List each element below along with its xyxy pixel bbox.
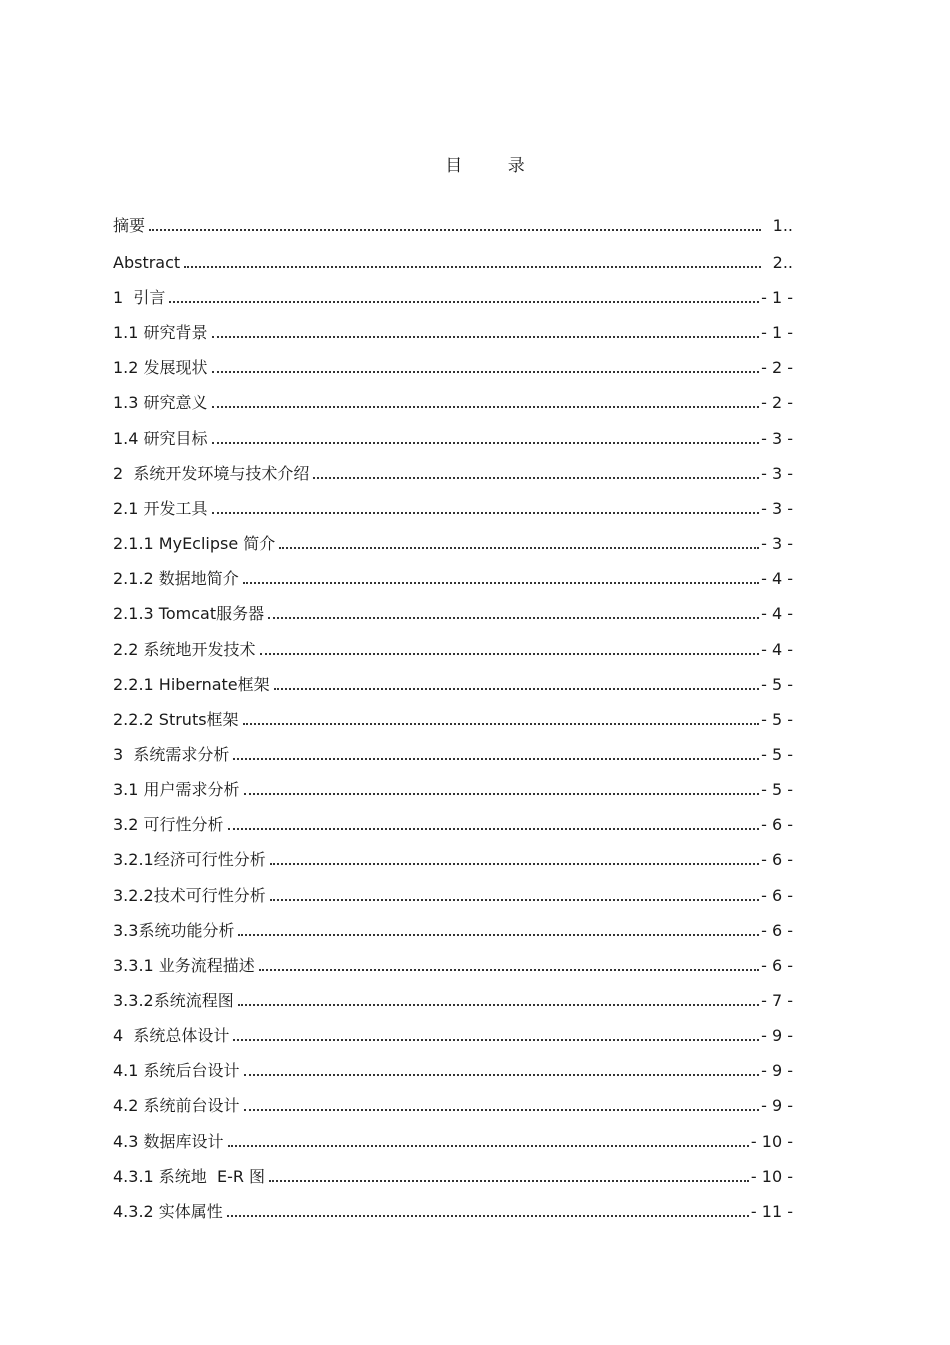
toc-entry-label: 4 系统总体设计 <box>113 1026 230 1045</box>
toc-dot-leader <box>238 934 759 936</box>
toc-entry[interactable] <box>113 425 793 449</box>
toc-entry-page-number: - 3 - <box>761 429 793 448</box>
toc-entry-page-number: - 3 - <box>761 464 793 483</box>
toc-entry-label: 4.3.1 系统地 E-R 图 <box>113 1167 266 1186</box>
toc-dot-leader <box>233 758 759 760</box>
toc-entry[interactable] <box>113 882 793 906</box>
toc-entry-page-number: - 3 - <box>761 499 793 518</box>
toc-entry-label: 2.1.2 数据地简介 <box>113 569 239 588</box>
toc-title: 目 录 <box>445 156 545 176</box>
toc-dot-leader <box>268 617 759 619</box>
toc-dot-leader <box>274 688 759 690</box>
toc-dot-leader <box>233 1039 759 1041</box>
toc-entry[interactable] <box>113 952 793 976</box>
toc-entry[interactable] <box>113 249 793 273</box>
toc-dot-leader <box>243 723 760 725</box>
toc-entry-page-number: - 5 - <box>761 675 793 694</box>
toc-entry[interactable] <box>113 987 793 1011</box>
toc-entry-label: 3.3.2系统流程图 <box>113 991 234 1010</box>
toc-entry[interactable] <box>113 530 793 554</box>
toc-entry-page-number: - 10 - <box>750 1167 793 1186</box>
toc-dot-leader <box>244 1074 760 1076</box>
toc-dot-leader <box>228 1145 749 1147</box>
toc-entry-page-number: - 5 - <box>761 745 793 764</box>
toc-dot-leader <box>212 336 760 338</box>
toc-entry-label: 2.2 系统地开发技术 <box>113 640 256 659</box>
toc-entry[interactable] <box>113 846 793 870</box>
toc-entry[interactable] <box>113 636 793 660</box>
toc-entry-page-number: - 6 - <box>761 956 793 975</box>
toc-entry[interactable] <box>113 354 793 378</box>
toc-dot-leader <box>270 863 759 865</box>
toc-entry-label: 1.2 发展现状 <box>113 358 208 377</box>
toc-entry[interactable] <box>113 1163 793 1187</box>
toc-dot-leader <box>227 1215 749 1217</box>
toc-entry-label: 4.3.2 实体属性 <box>113 1202 223 1221</box>
toc-entry[interactable] <box>113 600 793 624</box>
toc-entry-page-number: - 4 - <box>761 640 793 659</box>
toc-entry-page-number: - 9 - <box>761 1061 793 1080</box>
toc-entry-label: 2.1.3 Tomcat服务器 <box>113 604 265 623</box>
toc-dot-leader <box>238 1004 759 1006</box>
toc-entry-label: 2.2.2 Struts框架 <box>113 710 239 729</box>
toc-entry-page-number: - 1 - <box>761 288 793 307</box>
toc-entry[interactable] <box>113 1198 793 1222</box>
toc-entry[interactable] <box>113 460 793 484</box>
toc-entry-label: 2.1.1 MyEclipse 简介 <box>113 534 276 553</box>
toc-entry-label: 3.3系统功能分析 <box>113 921 235 940</box>
toc-dot-leader <box>228 828 760 830</box>
toc-dot-leader <box>244 1109 760 1111</box>
toc-dot-leader <box>243 582 759 584</box>
toc-entry-page-number: - 1 - <box>761 323 793 342</box>
toc-entry[interactable] <box>113 284 793 308</box>
toc-entry-page-number: - 7 - <box>761 991 793 1010</box>
toc-entry[interactable] <box>113 776 793 800</box>
toc-entry[interactable] <box>113 1022 793 1046</box>
toc-entry-page-number: - 6 - <box>761 815 793 834</box>
toc-entry-label: 2.2.1 Hibernate框架 <box>113 675 270 694</box>
toc-entry[interactable] <box>113 1057 793 1081</box>
toc-entry-page-number: - 6 - <box>761 921 793 940</box>
toc-entry-page-number: - 6 - <box>761 850 793 869</box>
toc-entry-page-number: - 11 - <box>750 1202 793 1221</box>
toc-dot-leader <box>279 547 759 549</box>
toc-dot-leader <box>169 301 759 303</box>
toc-entry[interactable] <box>113 917 793 941</box>
toc-entry-page-number: - 2 - <box>761 358 793 377</box>
toc-entry[interactable] <box>113 319 793 343</box>
toc-entry[interactable] <box>113 671 793 695</box>
toc-entry-page-number: - 10 - <box>750 1132 793 1151</box>
toc-entry-label: 1 引言 <box>113 288 166 307</box>
toc-dot-leader <box>212 406 760 408</box>
toc-entry-page-number: - 5 - <box>761 710 793 729</box>
toc-dot-leader <box>212 371 760 373</box>
toc-dot-leader <box>149 229 761 231</box>
toc-dot-leader <box>184 266 761 268</box>
toc-entry-page-number: - 6 - <box>761 886 793 905</box>
toc-dot-leader <box>269 1180 749 1182</box>
toc-entry-page-number: - 2 - <box>761 393 793 412</box>
toc-entry[interactable] <box>113 811 793 835</box>
toc-entry-label: 1.4 研究目标 <box>113 429 208 448</box>
toc-entry-page-number: - 4 - <box>761 569 793 588</box>
toc-entry[interactable] <box>113 1092 793 1116</box>
toc-dot-leader <box>270 899 759 901</box>
toc-entry-page-number: - 3 - <box>761 534 793 553</box>
toc-entry[interactable] <box>113 389 793 413</box>
toc-entry[interactable] <box>113 1128 793 1152</box>
toc-entry-label: 3.2 可行性分析 <box>113 815 224 834</box>
toc-entry[interactable] <box>113 495 793 519</box>
toc-entry-label: 4.1 系统后台设计 <box>113 1061 240 1080</box>
toc-entry[interactable] <box>113 741 793 765</box>
toc-entry-label: 4.2 系统前台设计 <box>113 1096 240 1115</box>
toc-entry-page-number: - 5 - <box>761 780 793 799</box>
toc-entry-page-number: 2.. <box>772 253 793 272</box>
toc-entry-label: 3.2.2技术可行性分析 <box>113 886 266 905</box>
toc-dot-leader <box>260 653 760 655</box>
toc-entry-label: 1.1 研究背景 <box>113 323 208 342</box>
toc-entry-page-number: 1.. <box>772 216 793 235</box>
toc-dot-leader <box>212 512 760 514</box>
toc-entry-label: 1.3 研究意义 <box>113 393 208 412</box>
toc-dot-leader <box>244 793 760 795</box>
toc-entry[interactable] <box>113 565 793 589</box>
toc-entry-page-number: - 9 - <box>761 1096 793 1115</box>
toc-entry-label: 3.1 用户需求分析 <box>113 780 240 799</box>
toc-entry-label: 摘要 <box>113 216 146 235</box>
toc-entry-label: 2 系统开发环境与技术介绍 <box>113 464 310 483</box>
toc-entry-page-number: - 9 - <box>761 1026 793 1045</box>
toc-entry-label: 3.2.1经济可行性分析 <box>113 850 266 869</box>
toc-entry-label: 4.3 数据库设计 <box>113 1132 224 1151</box>
toc-entry-label: 3 系统需求分析 <box>113 745 230 764</box>
toc-entry[interactable] <box>113 212 793 236</box>
toc-dot-leader <box>212 442 760 444</box>
toc-entry-page-number: - 4 - <box>761 604 793 623</box>
toc-entry-label: Abstract <box>113 253 181 272</box>
toc-entry-label: 2.1 开发工具 <box>113 499 208 518</box>
toc-entry-label: 3.3.1 业务流程描述 <box>113 956 255 975</box>
toc-dot-leader <box>259 969 759 971</box>
toc-dot-leader <box>313 477 759 479</box>
toc-entry[interactable] <box>113 706 793 730</box>
